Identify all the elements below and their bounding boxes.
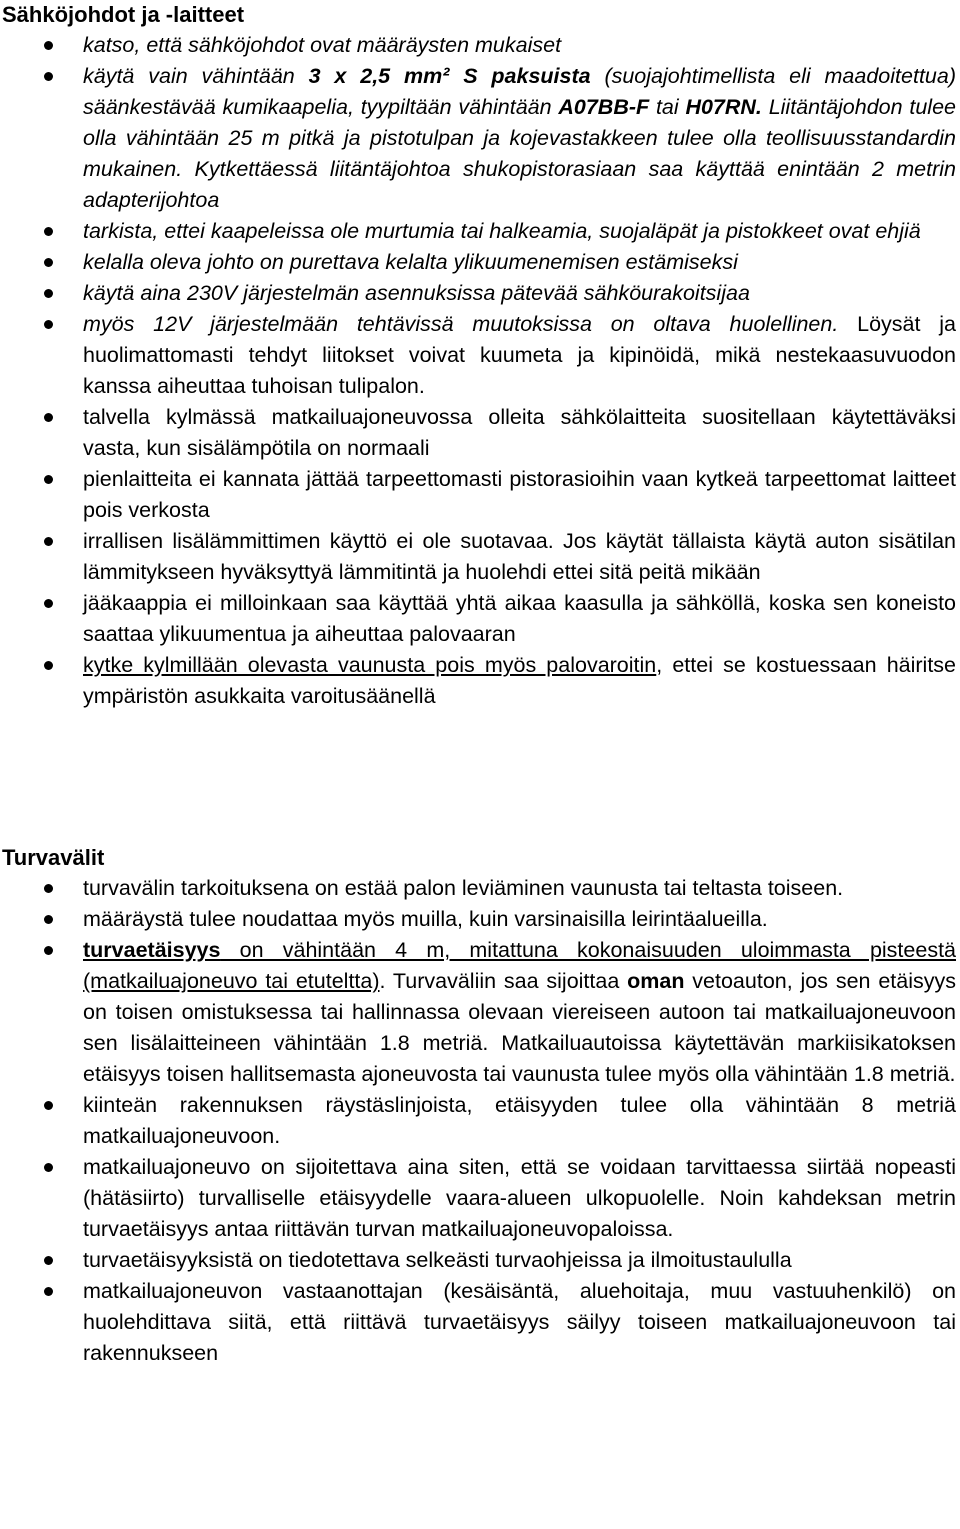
list-item: käytä aina 230V järjestelmän asennuksissa pätevää sähköurakoitsijaa [0,278,960,309]
list-item: turvaetäisyys on vähintään 4 m, mitattuna kokonaisuuden uloimmasta pisteestä (matkailuajoneuvo tai etuteltta). Turvaväliin saa sijoittaa oman vetoauton, jos sen etäisyys on toisen omistuksessa tai hallinnassa olevaan viereiseen autoon tai matkailuajoneuvoon sen lisälaitteineen vähintään 1.8 metriä. Matkailuautoissa käytettävän markiisikatoksen etäisyys toisen hallitsemasta ajoneuvosta tai vaunusta tulee myös olla vähintään 1.8 metriä. [0,935,960,1090]
list-item: matkailuajoneuvo on sijoitettava aina siten, että se voidaan tarvittaessa siirtää nopeasti (hätäsiirto) turvalliselle etäisyydelle vaara-alueen ulkopuolelle. Noin kahdeksan metrin turvaetäisyys antaa riittävän turvan matkailuajoneuvopaloissa. [0,1152,960,1245]
section-electrical [0,0,960,712]
list-item: talvella kylmässä matkailuajoneuvossa olleita sähkölaitteita suositellaan käytettäväksi vasta, kun sisälämpötila on normaali [0,402,960,464]
list-item: kelalla oleva johto on purettava kelalta ylikuumenemisen estämiseksi [0,247,960,278]
safety-bullet-list [0,873,960,1369]
list-item: määräystä tulee noudattaa myös muilla, kuin varsinaisilla leirintäalueilla. [0,904,960,935]
list-item: myös 12V järjestelmään tehtävissä muutoksissa on oltava huolellinen. Löysät ja huolimattomasti tehdyt liitokset voivat kuumeta ja kipinöidä, mikä nestekaasuvuodon kanssa aiheuttaa tuhoisan tulipalon. [0,309,960,402]
list-item: irrallisen lisälämmittimen käyttö ei ole suotavaa. Jos käytät tällaista käytä auton sisätilan lämmitykseen hyväksyttyä lämmitintä ja huolehdi ettei sitä peitä mikään [0,526,960,588]
list-item: kytke kylmillään olevasta vaunusta pois myös palovaroitin, ettei se kostuessaan häiritse ympäristön asukkaita varoitusäänellä [0,650,960,712]
electrical-bullet-list [0,30,960,712]
list-item: turvaetäisyyksistä on tiedotettava selkeästi turvaohjeissa ja ilmoitustaululla [0,1245,960,1276]
list-item: käytä vain vähintään 3 x 2,5 mm² S paksuista (suojajohtimellista eli maadoitettua) säänkestävää kumikaapelia, tyypiltään vähintään A07BB-F tai H07RN. Liitäntäjohdon tulee olla vähintään 25 m pitkä ja pistotulpan ja kojevastakkeen tulee olla teollisuusstandardin mukainen. Kytkettäessä liitäntäjohtoa shukopistorasiaan saa käyttää enintään 2 metrin adapterijohtoa [0,61,960,216]
section-safety-distances [0,843,960,1369]
list-item: katso, että sähköjohdot ovat määräysten mukaiset [0,30,960,61]
list-item: turvavälin tarkoituksena on estää palon leviäminen vaunusta tai teltasta toiseen. [0,873,960,904]
list-item: matkailuajoneuvon vastaanottajan (kesäisäntä, aluehoitaja, muu vastuuhenkilö) on huolehdittava siitä, että riittävä turvaetäisyys säilyy toiseen matkailuajoneuvoon tai rakennukseen [0,1276,960,1369]
section-title-safety-distances: Turvavälit [2,845,105,870]
list-item: pienlaitteita ei kannata jättää tarpeettomasti pistorasioihin vaan kytkeä tarpeettomat laitteet pois verkosta [0,464,960,526]
list-item: tarkista, ettei kaapeleissa ole murtumia tai halkeamia, suojaläpät ja pistokkeet ovat ehjiä [0,216,960,247]
section-title-electrical: Sähköjohdot ja -laitteet [2,2,245,27]
list-item: kiinteän rakennuksen räystäslinjoista, etäisyyden tulee olla vähintään 8 metriä matkailuajoneuvoon. [0,1090,960,1152]
list-item: jääkaappia ei milloinkaan saa käyttää yhtä aikaa kaasulla ja sähköllä, koska sen koneisto saattaa ylikuumentua ja aiheuttaa palovaaran [0,588,960,650]
